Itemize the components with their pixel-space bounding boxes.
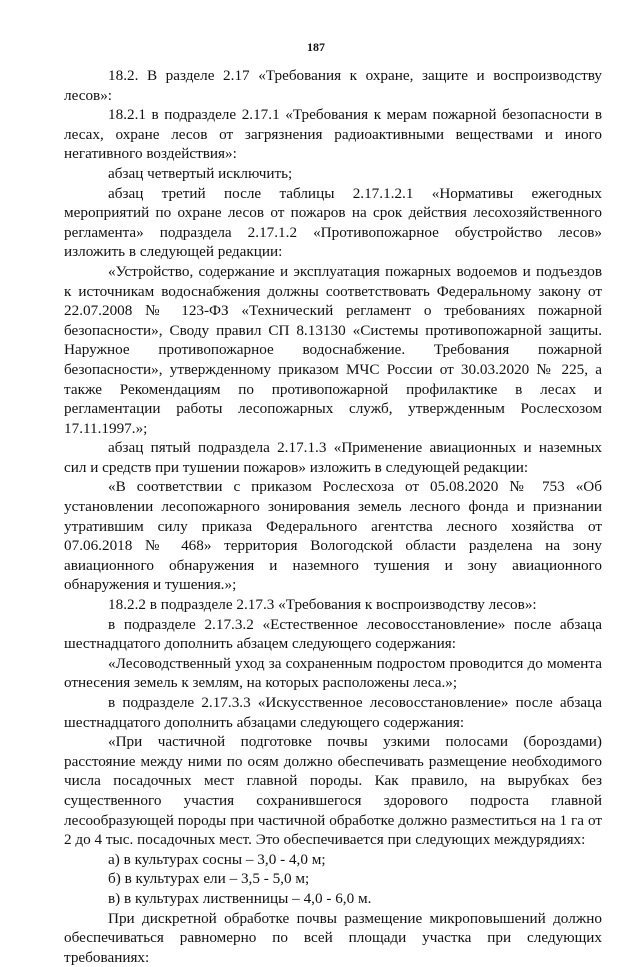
paragraph-third-after-table: абзац третий после таблицы 2.17.1.2.1 «Нормативы ежегодных мероприятий по охране лесов от пожаров на срок действия лесохозяйственного регламента» подраздела 2.17.1.2 «Противопожарное обустройство лесов» изложить в следующей редакции: xyxy=(64,184,602,261)
paragraph-delete-fourth: абзац четвертый исключить; xyxy=(108,164,293,182)
paragraph-discrete-processing: При дискретной обработке почвы размещение микроповышений должно обеспечиваться равномерно по всей площади участка при следующих требованиях: xyxy=(64,909,602,966)
paragraph-natural-regeneration: в подразделе 2.17.3.2 «Естественное лесовосстановление» после абзаца шестнадцатого дополнить абзацем следующего содержания: xyxy=(64,615,602,653)
paragraph-undergrowth-care-quote: «Лесоводственный уход за сохраненным подростом проводится до момента отнесения земель к землям, на которых расположены леса.»; xyxy=(64,654,602,692)
paragraph-fire-zoning-quote: «В соответствии с приказом Рослесхоза от 05.08.2020 № 753 «Об установлении лесопожарного зонирования земель лесного фонда и признании утратившим силу приказа Федерального агентства лесного хозяйства от 07.06.2018 № 468» территория Вологодской области разделена на зону авиационного обнаружения и наземного тушения и зону авиационного обнаружения и тушения.»; xyxy=(64,478,602,594)
paragraph-18-2-1: 18.2.1 в подразделе 2.17.1 «Требования к мерам пожарной безопасности в лесах, охране лесов от загрязнения радиоактивными веществами и иного негативного воздействия»: xyxy=(64,106,602,163)
paragraph-artificial-regeneration: в подразделе 2.17.3.3 «Искусственное лесовосстановление» после абзаца шестнадцатого дополнить абзацами следующего содержания: xyxy=(64,694,602,731)
paragraph-soil-preparation-quote: «При частичной подготовке почвы узкими полосами (бороздами) расстояние между ними по осям должно обеспечивать размещение необходимого числа посадочных мест главной породы. Как правило, на вырубках без существенного участия сохранившегося здорового подроста главной лесообразующей породы при частичной обработке должно разместиться на 1 га от 2 до 4 тыс. посадочных мест. Это обеспечивается при следующих междурядиях: xyxy=(64,733,602,849)
list-item-pine: а) в культурах сосны – 3,0 - 4,0 м; xyxy=(108,850,326,868)
list-item-spruce: б) в культурах ели – 3,5 - 5,0 м; xyxy=(108,870,310,888)
document-body xyxy=(64,66,602,967)
paragraph-fifth-2-17-1-3: абзац пятый подраздела 2.17.1.3 «Применение авиационных и наземных сил и средств при тушении пожаров» изложить в следующей редакции: xyxy=(64,439,602,476)
paragraph-18-2: 18.2. В разделе 2.17 «Требования к охране, защите и воспроизводству лесов»: xyxy=(64,67,602,104)
paragraph-18-2-2: 18.2.2 в подразделе 2.17.3 «Требования к воспроизводству лесов»: xyxy=(108,596,537,614)
page-number: 187 xyxy=(307,40,325,54)
paragraph-fire-water-supply-quote: «Устройство, содержание и эксплуатация пожарных водоемов и подъездов к источникам водоснабжения должны соответствовать Федеральному закону от 22.07.2008 № 123-ФЗ «Технический регламент о требованиях пожарной безопасности», Своду правил СП 8.13130 «Системы противопожарной защиты. Наружное противопожарное водоснабжение. Требования пожарной безопасности», утвержденному приказом МЧС России от 30.03.2020 № 225, а также Рекомендациям по противопожарной профилактике в лесах и регламентации работы лесопожарных служб, утвержденным Рослесхозом 17.11.1997.»; xyxy=(64,262,602,437)
list-item-larch: в) в культурах лиственницы – 4,0 - 6,0 м. xyxy=(108,889,372,907)
